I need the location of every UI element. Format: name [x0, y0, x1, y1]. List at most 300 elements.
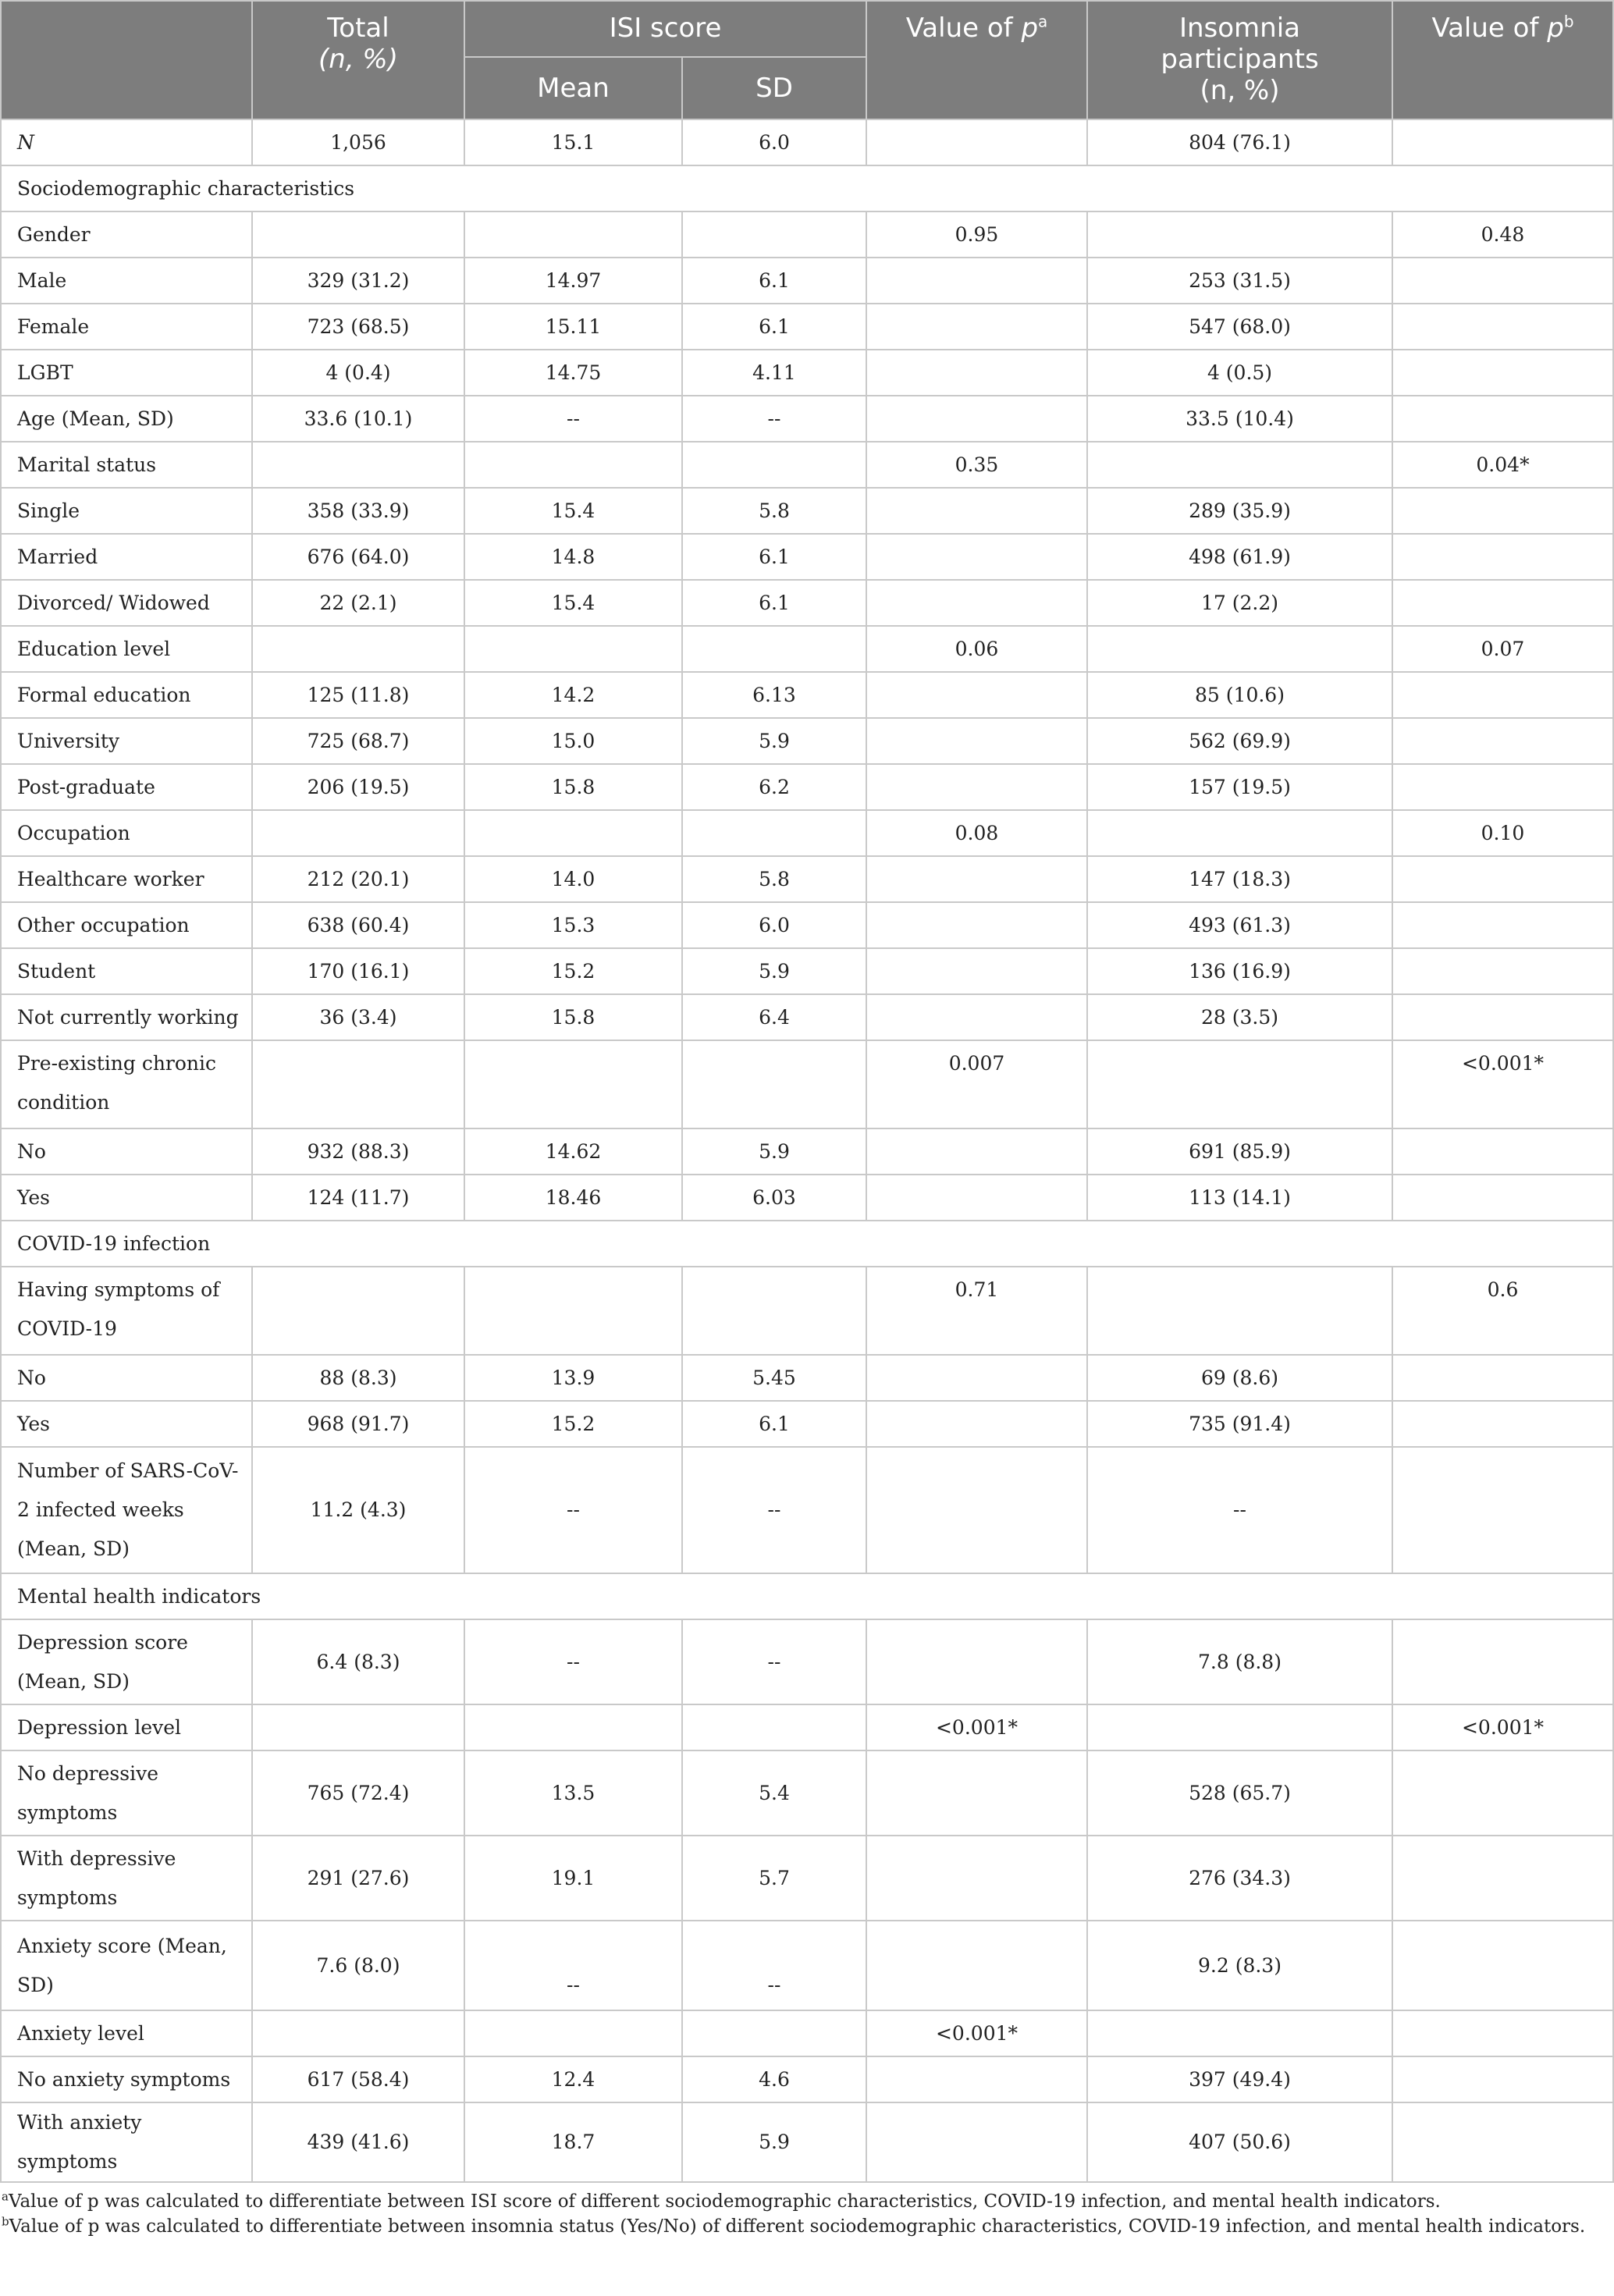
row-label: Single: [1, 488, 252, 534]
row-label: Not currently working: [1, 994, 252, 1040]
row-label: Healthcare worker: [1, 856, 252, 902]
table-row: [1, 1447, 1613, 1573]
isi-sd-cell: [682, 810, 866, 856]
total-cell: 170 (16.1): [252, 948, 464, 994]
p-a-cell: 0.95: [866, 211, 1087, 258]
p-b-cell: [1392, 1355, 1613, 1401]
total-cell: 439 (41.6): [252, 2102, 464, 2182]
p-a-cell: [866, 1750, 1087, 1836]
total-cell: 212 (20.1): [252, 856, 464, 902]
p-b-cell: [1392, 534, 1613, 580]
insomnia-cell: 28 (3.5): [1087, 994, 1392, 1040]
isi-mean-cell: --: [464, 396, 682, 442]
insomnia-cell: 113 (14.1): [1087, 1175, 1392, 1221]
row-label: Student: [1, 948, 252, 994]
header-insomnia-l3: (n, %): [1200, 75, 1280, 107]
p-b-cell: [1392, 1921, 1613, 2010]
table-row: [1, 902, 1613, 948]
header-insomnia: [1087, 1, 1392, 119]
isi-sd-cell: [682, 442, 866, 488]
row-label: No: [1, 1128, 252, 1175]
header-p-a-italic: p: [1021, 12, 1039, 44]
row-label: With anxiety symptoms: [1, 2102, 252, 2182]
total-cell: 11.2 (4.3): [252, 1447, 464, 1573]
table-row: [1, 2056, 1613, 2102]
row-label: Married: [1, 534, 252, 580]
header-mean: Mean: [464, 57, 682, 119]
isi-mean-cell: 15.11: [464, 304, 682, 350]
p-a-cell: [866, 2102, 1087, 2182]
insomnia-cell: 735 (91.4): [1087, 1401, 1392, 1447]
footnote-a-text: Value of p was calculated to differentiate between ISI score of different sociodemographic characteristics, COVID-19 infection, and mental health indicators.: [8, 2191, 1441, 2212]
isi-mean-cell: [464, 442, 682, 488]
footnotes: [0, 2183, 1614, 2239]
p-b-cell: [1392, 304, 1613, 350]
isi-sd-cell: 5.9: [682, 2102, 866, 2182]
insomnia-cell: 528 (65.7): [1087, 1750, 1392, 1836]
section-row: [1, 1221, 1613, 1267]
isi-mean-cell: 15.4: [464, 580, 682, 626]
p-a-cell: [866, 396, 1087, 442]
isi-mean-cell: 13.9: [464, 1355, 682, 1401]
table-row: [1, 718, 1613, 764]
row-label: Other occupation: [1, 902, 252, 948]
table-row: [1, 994, 1613, 1040]
isi-sd-cell: [682, 1267, 866, 1355]
p-a-cell: 0.71: [866, 1267, 1087, 1355]
isi-mean-cell: 18.46: [464, 1175, 682, 1221]
isi-mean-cell: --: [464, 1619, 682, 1704]
isi-sd-cell: 6.0: [682, 119, 866, 165]
isi-sd-cell: --: [682, 1921, 866, 2010]
table-row: [1, 119, 1613, 165]
p-b-cell: [1392, 2102, 1613, 2182]
total-cell: 4 (0.4): [252, 350, 464, 396]
isi-sd-cell: 6.1: [682, 1401, 866, 1447]
insomnia-cell: [1087, 1704, 1392, 1750]
p-a-cell: [866, 119, 1087, 165]
p-b-cell: [1392, 350, 1613, 396]
row-label: Occupation: [1, 810, 252, 856]
isi-sd-cell: --: [682, 1619, 866, 1704]
insomnia-cell: [1087, 626, 1392, 672]
insomnia-cell: --: [1087, 1447, 1392, 1573]
row-label: Having symptoms of COVID-19: [1, 1267, 252, 1355]
p-b-cell: [1392, 718, 1613, 764]
table-row: [1, 1040, 1613, 1128]
isi-sd-cell: 5.9: [682, 718, 866, 764]
total-cell: 124 (11.7): [252, 1175, 464, 1221]
header-insomnia-l2: participants: [1161, 44, 1319, 76]
isi-mean-cell: 15.1: [464, 119, 682, 165]
p-a-cell: 0.35: [866, 442, 1087, 488]
header-p-b-italic: p: [1547, 12, 1564, 44]
total-cell: [252, 442, 464, 488]
total-cell: 22 (2.1): [252, 580, 464, 626]
isi-sd-cell: 5.8: [682, 856, 866, 902]
p-a-cell: [866, 1447, 1087, 1573]
total-cell: 638 (60.4): [252, 902, 464, 948]
total-cell: 358 (33.9): [252, 488, 464, 534]
isi-mean-cell: [464, 810, 682, 856]
row-label: Yes: [1, 1401, 252, 1447]
table-row: [1, 304, 1613, 350]
row-label: Depression level: [1, 1704, 252, 1750]
p-a-cell: [866, 1128, 1087, 1175]
row-label: No: [1, 1355, 252, 1401]
isi-sd-cell: 5.4: [682, 1750, 866, 1836]
p-b-cell: [1392, 1750, 1613, 1836]
isi-sd-cell: 6.03: [682, 1175, 866, 1221]
p-a-cell: [866, 488, 1087, 534]
p-a-cell: <0.001*: [866, 2010, 1087, 2056]
insomnia-cell: 804 (76.1): [1087, 119, 1392, 165]
insomnia-cell: 7.8 (8.8): [1087, 1619, 1392, 1704]
isi-mean-cell: --: [464, 1921, 682, 2010]
total-cell: 932 (88.3): [252, 1128, 464, 1175]
p-a-cell: [866, 1921, 1087, 2010]
table-row: [1, 1175, 1613, 1221]
isi-mean-cell: [464, 211, 682, 258]
p-a-cell: [866, 1401, 1087, 1447]
total-cell: 676 (64.0): [252, 534, 464, 580]
p-b-cell: [1392, 1619, 1613, 1704]
insomnia-cell: 9.2 (8.3): [1087, 1921, 1392, 2010]
isi-mean-cell: 19.1: [464, 1836, 682, 1921]
isi-sd-cell: 6.1: [682, 258, 866, 304]
insomnia-cell: 493 (61.3): [1087, 902, 1392, 948]
isi-mean-cell: 15.2: [464, 948, 682, 994]
p-b-cell: 0.10: [1392, 810, 1613, 856]
total-cell: 36 (3.4): [252, 994, 464, 1040]
insomnia-cell: [1087, 211, 1392, 258]
isi-mean-cell: 18.7: [464, 2102, 682, 2182]
total-cell: [252, 626, 464, 672]
insomnia-cell: 33.5 (10.4): [1087, 396, 1392, 442]
insomnia-cell: [1087, 1040, 1392, 1128]
table-body: [1, 119, 1613, 2182]
table-row: [1, 442, 1613, 488]
footnote-a-sup: a: [2, 2189, 9, 2204]
p-a-cell: [866, 304, 1087, 350]
insomnia-cell: 136 (16.9): [1087, 948, 1392, 994]
isi-mean-cell: 15.4: [464, 488, 682, 534]
row-label: Divorced/ Widowed: [1, 580, 252, 626]
insomnia-cell: 157 (19.5): [1087, 764, 1392, 810]
p-b-cell: [1392, 672, 1613, 718]
table-header: [1, 1, 1613, 119]
isi-mean-cell: 14.8: [464, 534, 682, 580]
total-cell: 291 (27.6): [252, 1836, 464, 1921]
insomnia-cell: [1087, 442, 1392, 488]
isi-mean-cell: [464, 626, 682, 672]
table-row: [1, 948, 1613, 994]
isi-sd-cell: 5.9: [682, 948, 866, 994]
p-a-cell: <0.001*: [866, 1704, 1087, 1750]
header-p-a-sup: a: [1038, 12, 1048, 31]
row-label: Post-graduate: [1, 764, 252, 810]
isi-sd-cell: --: [682, 1447, 866, 1573]
isi-mean-cell: 13.5: [464, 1750, 682, 1836]
insomnia-cell: 253 (31.5): [1087, 258, 1392, 304]
row-label: Male: [1, 258, 252, 304]
table-row: [1, 1355, 1613, 1401]
isi-sd-cell: 6.2: [682, 764, 866, 810]
row-label: No depressive symptoms: [1, 1750, 252, 1836]
header-p-b: [1392, 1, 1613, 119]
isi-mean-cell: [464, 1040, 682, 1128]
row-label: Formal education: [1, 672, 252, 718]
isi-mean-cell: 12.4: [464, 2056, 682, 2102]
header-p-b-sup: b: [1563, 12, 1574, 31]
table-row: [1, 2102, 1613, 2182]
p-b-cell: <0.001*: [1392, 1704, 1613, 1750]
total-cell: 6.4 (8.3): [252, 1619, 464, 1704]
isi-sd-cell: 4.11: [682, 350, 866, 396]
p-b-cell: [1392, 948, 1613, 994]
insomnia-cell: 276 (34.3): [1087, 1836, 1392, 1921]
table-row: [1, 1401, 1613, 1447]
insomnia-cell: 397 (49.4): [1087, 2056, 1392, 2102]
p-a-cell: [866, 1355, 1087, 1401]
p-a-cell: [866, 856, 1087, 902]
total-cell: 88 (8.3): [252, 1355, 464, 1401]
footnote-b-text: Value of p was calculated to differentiate between insomnia status (Yes/No) of different sociodemographic characteristics, COVID-19 infection, and mental health indicators.: [9, 2216, 1586, 2237]
total-cell: 33.6 (10.1): [252, 396, 464, 442]
row-label: No anxiety symptoms: [1, 2056, 252, 2102]
isi-sd-cell: 4.6: [682, 2056, 866, 2102]
insomnia-cell: 289 (35.9): [1087, 488, 1392, 534]
insomnia-cell: 547 (68.0): [1087, 304, 1392, 350]
table-row: [1, 1619, 1613, 1704]
isi-sd-cell: 6.1: [682, 580, 866, 626]
p-a-cell: [866, 948, 1087, 994]
total-cell: 1,056: [252, 119, 464, 165]
header-p-a: [866, 1, 1087, 119]
p-b-cell: [1392, 1175, 1613, 1221]
p-b-cell: [1392, 119, 1613, 165]
p-b-cell: [1392, 2010, 1613, 2056]
total-cell: 7.6 (8.0): [252, 1921, 464, 2010]
header-sd: SD: [682, 57, 866, 119]
section-row: [1, 165, 1613, 211]
total-cell: [252, 211, 464, 258]
isi-sd-cell: 5.45: [682, 1355, 866, 1401]
p-b-cell: [1392, 1447, 1613, 1573]
isi-mean-cell: 15.2: [464, 1401, 682, 1447]
table-row: [1, 1921, 1613, 2010]
row-label: Education level: [1, 626, 252, 672]
header-insomnia-l1: Insomnia: [1179, 12, 1301, 44]
row-label: Age (Mean, SD): [1, 396, 252, 442]
p-b-cell: 0.07: [1392, 626, 1613, 672]
insomnia-cell: [1087, 1267, 1392, 1355]
p-a-cell: [866, 580, 1087, 626]
p-a-cell: [866, 350, 1087, 396]
isi-sd-cell: 5.8: [682, 488, 866, 534]
table-row: [1, 810, 1613, 856]
row-label: Yes: [1, 1175, 252, 1221]
p-a-cell: [866, 258, 1087, 304]
p-b-cell: [1392, 396, 1613, 442]
p-a-cell: 0.08: [866, 810, 1087, 856]
total-cell: 206 (19.5): [252, 764, 464, 810]
p-a-cell: [866, 994, 1087, 1040]
isi-mean-cell: 14.62: [464, 1128, 682, 1175]
section-heading: COVID-19 infection: [1, 1221, 1613, 1267]
row-label: Pre-existing chronic condition: [1, 1040, 252, 1128]
table-row: [1, 1704, 1613, 1750]
p-a-cell: [866, 902, 1087, 948]
p-a-cell: [866, 1175, 1087, 1221]
p-a-cell: 0.06: [866, 626, 1087, 672]
total-cell: 725 (68.7): [252, 718, 464, 764]
total-cell: [252, 1040, 464, 1128]
isi-mean-cell: [464, 1704, 682, 1750]
isi-mean-cell: 14.75: [464, 350, 682, 396]
table-row: [1, 764, 1613, 810]
isi-mean-cell: 15.8: [464, 764, 682, 810]
row-label: Marital status: [1, 442, 252, 488]
p-a-cell: [866, 718, 1087, 764]
table-row: [1, 672, 1613, 718]
row-label: Female: [1, 304, 252, 350]
p-b-cell: [1392, 1401, 1613, 1447]
isi-sd-cell: 6.13: [682, 672, 866, 718]
isi-mean-cell: 15.8: [464, 994, 682, 1040]
row-label: Number of SARS-CoV-2 infected weeks (Mean, SD): [1, 1447, 252, 1573]
row-label: LGBT: [1, 350, 252, 396]
table-row: [1, 211, 1613, 258]
insomnia-cell: 4 (0.5): [1087, 350, 1392, 396]
p-b-cell: [1392, 1836, 1613, 1921]
table-row: [1, 856, 1613, 902]
total-cell: 723 (68.5): [252, 304, 464, 350]
header-blank: [1, 1, 252, 119]
insomnia-cell: 498 (61.9): [1087, 534, 1392, 580]
insomnia-cell: 407 (50.6): [1087, 2102, 1392, 2182]
section-heading: Mental health indicators: [1, 1573, 1613, 1619]
total-cell: [252, 1704, 464, 1750]
insomnia-cell: 562 (69.9): [1087, 718, 1392, 764]
p-b-cell: [1392, 2056, 1613, 2102]
table-row: [1, 1267, 1613, 1355]
isi-sd-cell: 5.9: [682, 1128, 866, 1175]
insomnia-cell: 85 (10.6): [1087, 672, 1392, 718]
header-p-b-label: Value of: [1431, 12, 1548, 44]
total-cell: 968 (91.7): [252, 1401, 464, 1447]
footnote-b-sup: b: [2, 2214, 9, 2229]
isi-sd-cell: [682, 626, 866, 672]
table-row: [1, 1750, 1613, 1836]
isi-mean-cell: 15.3: [464, 902, 682, 948]
p-a-cell: [866, 534, 1087, 580]
section-heading: Sociodemographic characteristics: [1, 165, 1613, 211]
insomnia-cell: [1087, 2010, 1392, 2056]
p-a-cell: [866, 672, 1087, 718]
p-b-cell: <0.001*: [1392, 1040, 1613, 1128]
table-row: [1, 580, 1613, 626]
p-b-cell: [1392, 1128, 1613, 1175]
total-cell: 329 (31.2): [252, 258, 464, 304]
insomnia-cell: [1087, 810, 1392, 856]
table-row: [1, 396, 1613, 442]
p-b-cell: [1392, 580, 1613, 626]
table-row: [1, 258, 1613, 304]
p-a-cell: [866, 764, 1087, 810]
p-b-cell: [1392, 994, 1613, 1040]
row-label: N: [1, 119, 252, 165]
total-cell: [252, 810, 464, 856]
isi-sd-cell: 6.1: [682, 534, 866, 580]
p-b-cell: [1392, 258, 1613, 304]
isi-sd-cell: --: [682, 396, 866, 442]
isi-mean-cell: 15.0: [464, 718, 682, 764]
row-label: University: [1, 718, 252, 764]
isi-sd-cell: 6.0: [682, 902, 866, 948]
table-row: [1, 1836, 1613, 1921]
isi-sd-cell: [682, 211, 866, 258]
total-cell: 125 (11.8): [252, 672, 464, 718]
row-label: Anxiety score (Mean, SD): [1, 1921, 252, 2010]
isi-mean-cell: 14.97: [464, 258, 682, 304]
table-row: [1, 488, 1613, 534]
p-b-cell: [1392, 488, 1613, 534]
header-isi-score: ISI score: [464, 1, 866, 57]
insomnia-cell: 691 (85.9): [1087, 1128, 1392, 1175]
row-label: Anxiety level: [1, 2010, 252, 2056]
footnote-b: [2, 2214, 1614, 2239]
total-cell: [252, 1267, 464, 1355]
table-row: [1, 2010, 1613, 2056]
insomnia-cell: 69 (8.6): [1087, 1355, 1392, 1401]
header-total: [252, 1, 464, 119]
header-total-sub: (n, %): [318, 44, 398, 76]
p-b-cell: 0.6: [1392, 1267, 1613, 1355]
p-b-cell: [1392, 902, 1613, 948]
isi-mean-cell: 14.0: [464, 856, 682, 902]
p-b-cell: [1392, 764, 1613, 810]
total-cell: 765 (72.4): [252, 1750, 464, 1836]
p-b-cell: 0.04*: [1392, 442, 1613, 488]
isi-mean-cell: 14.2: [464, 672, 682, 718]
isi-mean-cell: --: [464, 1447, 682, 1573]
table-row: [1, 626, 1613, 672]
table-row: [1, 534, 1613, 580]
header-total-label: Total: [327, 12, 389, 44]
p-b-cell: 0.48: [1392, 211, 1613, 258]
isi-sd-cell: [682, 1040, 866, 1128]
isi-sd-cell: [682, 1704, 866, 1750]
isi-sd-cell: 5.7: [682, 1836, 866, 1921]
p-a-cell: [866, 2056, 1087, 2102]
row-label: Depression score (Mean, SD): [1, 1619, 252, 1704]
section-row: [1, 1573, 1613, 1619]
table-row: [1, 1128, 1613, 1175]
isi-sd-cell: 6.1: [682, 304, 866, 350]
total-cell: [252, 2010, 464, 2056]
insomnia-cell: 147 (18.3): [1087, 856, 1392, 902]
total-cell: 617 (58.4): [252, 2056, 464, 2102]
p-a-cell: [866, 1619, 1087, 1704]
isi-sd-cell: 6.4: [682, 994, 866, 1040]
table-row: [1, 350, 1613, 396]
row-label: Gender: [1, 211, 252, 258]
row-label: With depressive symptoms: [1, 1836, 252, 1921]
p-a-cell: 0.007: [866, 1040, 1087, 1128]
isi-mean-cell: [464, 1267, 682, 1355]
header-p-a-label: Value of: [905, 12, 1022, 44]
